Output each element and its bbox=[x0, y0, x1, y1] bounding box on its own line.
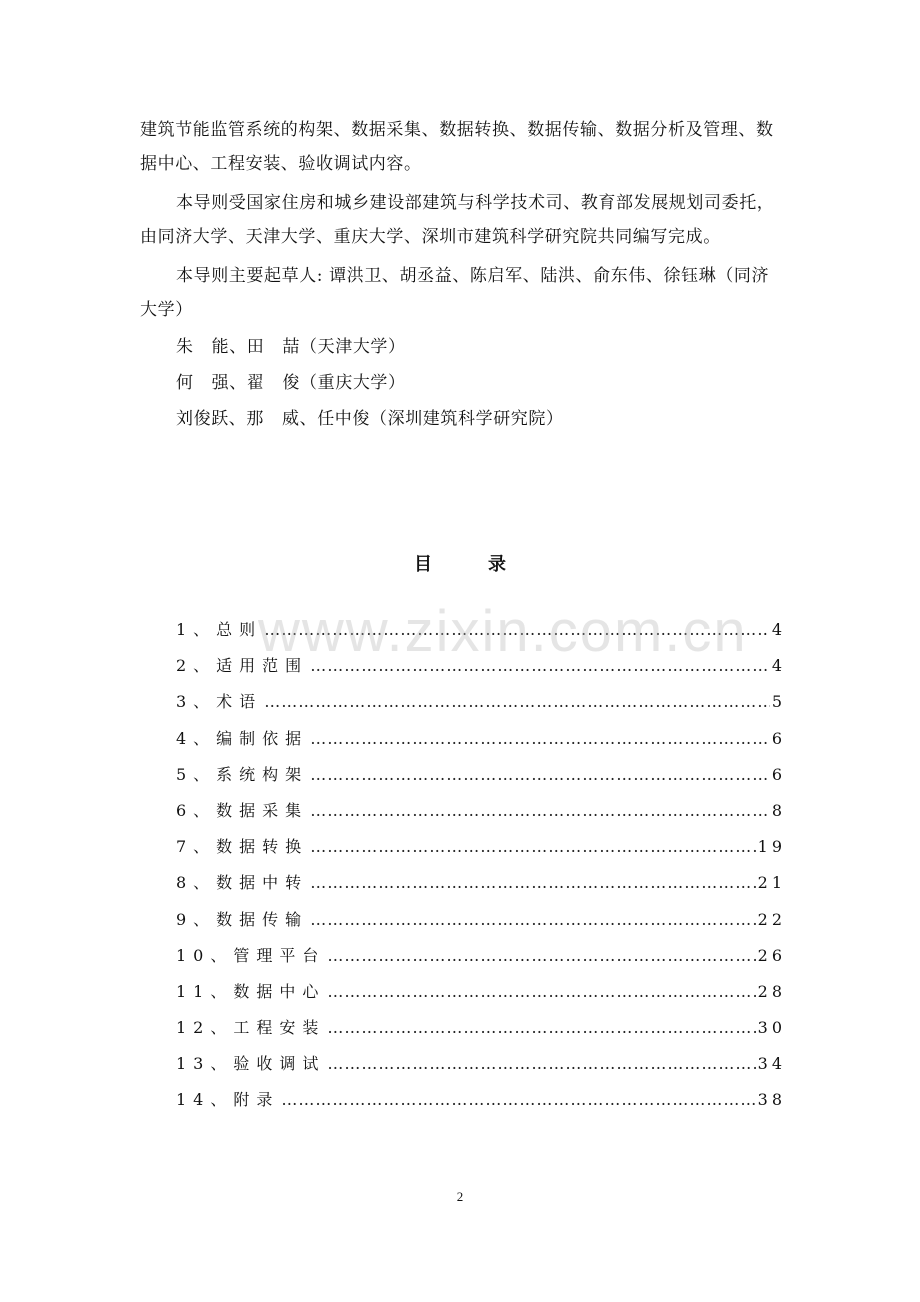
toc-leader-dots bbox=[310, 829, 755, 865]
toc-entry-label: 3、术语 bbox=[176, 692, 263, 712]
toc-entry-label: 9、数据传输 bbox=[176, 909, 309, 929]
toc-entry[interactable] bbox=[176, 974, 786, 1010]
toc-leader-dots bbox=[310, 721, 770, 757]
toc-leader-dots bbox=[264, 684, 770, 720]
toc-leader-dots bbox=[310, 793, 770, 829]
toc-entry-label: 11、数据中心 bbox=[176, 981, 326, 1001]
toc-entry-page: 6 bbox=[771, 764, 786, 784]
toc-entry-label: 6、数据采集 bbox=[176, 800, 309, 820]
toc-leader-dots bbox=[327, 974, 755, 1010]
toc-leader-dots bbox=[310, 902, 755, 938]
toc-entry-page: 30 bbox=[757, 1018, 786, 1038]
toc-entry-page: 22 bbox=[757, 909, 786, 929]
toc-entry-label: 2、适用范围 bbox=[176, 656, 309, 676]
author-line-shenzhen: 刘俊跃、那 威、任中俊（深圳建筑科学研究院） bbox=[176, 409, 564, 429]
toc-entry-label: 12、工程安装 bbox=[176, 1018, 326, 1038]
page-number: 2 bbox=[456, 1189, 464, 1204]
toc-entry-label: 4、编制依据 bbox=[176, 728, 309, 748]
toc-entry[interactable] bbox=[176, 612, 786, 648]
toc-entry-label: 7、数据转换 bbox=[176, 837, 309, 857]
toc-leader-dots bbox=[310, 648, 770, 684]
toc-entry[interactable] bbox=[176, 1082, 786, 1118]
toc-entry[interactable] bbox=[176, 684, 786, 720]
toc-entry[interactable] bbox=[176, 938, 786, 974]
toc-entry-page: 5 bbox=[771, 692, 786, 712]
toc-entry[interactable] bbox=[176, 902, 786, 938]
toc-leader-dots bbox=[310, 757, 770, 793]
author-line-tianjin: 朱 能、田 喆（天津大学） bbox=[176, 337, 406, 357]
intro-paragraph-scope: 建筑节能监管系统的构架、数据采集、数据转换、数据传输、数据分析及管理、数据中心、工程安装、验收调试内容。 bbox=[140, 120, 774, 174]
toc-title: 目录 bbox=[414, 554, 562, 575]
toc-entry[interactable] bbox=[176, 1046, 786, 1082]
toc-entry-label: 1、总则 bbox=[176, 620, 263, 639]
toc-entry[interactable] bbox=[176, 865, 786, 901]
toc-leader-dots bbox=[281, 1082, 755, 1118]
toc-leader-dots bbox=[264, 612, 761, 648]
toc-leader-dots bbox=[310, 865, 755, 901]
toc-entry[interactable] bbox=[176, 721, 786, 757]
toc-entry-label: 10、管理平台 bbox=[176, 945, 326, 965]
toc-entry[interactable] bbox=[176, 757, 786, 793]
toc-entry-page: 4 bbox=[771, 656, 786, 676]
table-of-contents bbox=[176, 612, 786, 1119]
toc-entry-page: 21 bbox=[757, 873, 786, 893]
intro-paragraph-commission: 本导则受国家住房和城乡建设部建筑与科学技术司、教育部发展规划司委托，由同济大学、天津大学、重庆大学、深圳市建筑科学研究院共同编写完成。 bbox=[140, 193, 775, 247]
toc-entry-label: 14、附录 bbox=[176, 1090, 280, 1110]
toc-entry-page: 28 bbox=[757, 981, 786, 1001]
toc-entry-page: .4 bbox=[762, 620, 786, 639]
toc-entry-label: 13、验收调试 bbox=[176, 1054, 326, 1074]
site-watermark: www.zixin.com.cn bbox=[258, 599, 748, 664]
toc-entry[interactable] bbox=[176, 793, 786, 829]
toc-entry[interactable] bbox=[176, 648, 786, 684]
toc-entry[interactable] bbox=[176, 829, 786, 865]
toc-leader-dots bbox=[327, 938, 755, 974]
toc-entry[interactable] bbox=[176, 1010, 786, 1046]
toc-entry-page: 38 bbox=[757, 1090, 786, 1110]
toc-entry-page: 6 bbox=[771, 728, 786, 748]
intro-paragraph-drafters: 本导则主要起草人: 谭洪卫、胡丞益、陈启军、陆洪、俞东伟、徐钰琳（同济大学） bbox=[140, 266, 770, 320]
toc-entry-label: 8、数据中转 bbox=[176, 873, 309, 893]
toc-entry-page: 34 bbox=[757, 1054, 786, 1074]
toc-entry-label: 5、系统构架 bbox=[176, 764, 309, 784]
toc-leader-dots bbox=[327, 1010, 755, 1046]
toc-leader-dots bbox=[327, 1046, 755, 1082]
toc-entry-page: 8 bbox=[771, 800, 786, 820]
author-line-chongqing: 何 强、翟 俊（重庆大学） bbox=[176, 373, 406, 393]
toc-entry-page: 26 bbox=[757, 945, 786, 965]
toc-entry-page: 19 bbox=[757, 837, 786, 857]
